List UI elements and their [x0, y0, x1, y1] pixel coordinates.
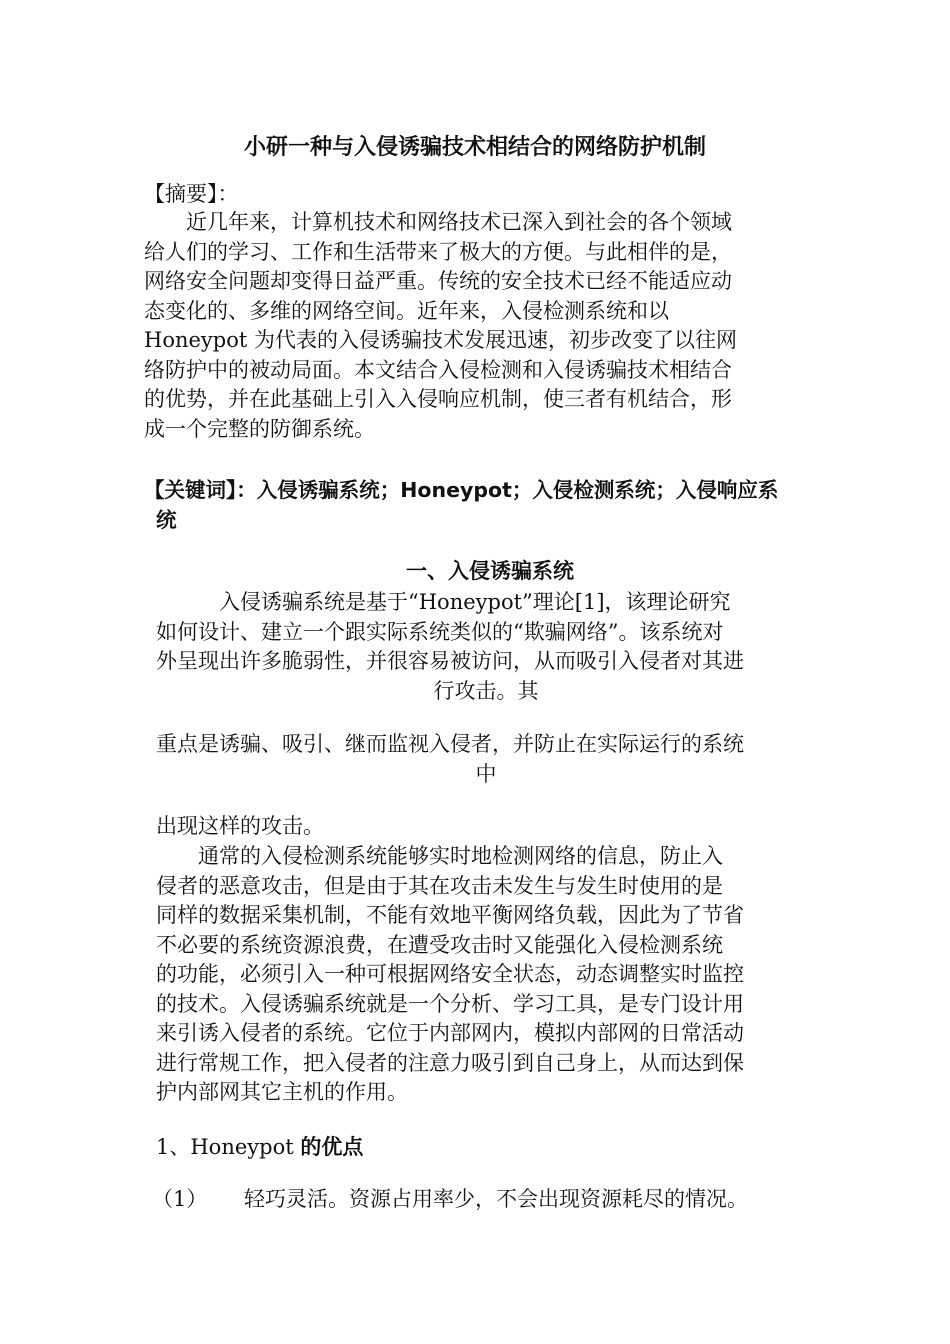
abstract-line: 近几年来，计算机技术和网络技术已深入到社会的各个领域: [144, 210, 732, 234]
list-item: [152, 1184, 748, 1214]
section-paragraph: [156, 730, 816, 789]
abstract-line: 成一个完整的防御系统。: [144, 416, 375, 441]
paragraph-line: 如何设计、建立一个跟实际系统类似的“欺骗网络”。该系统对: [156, 619, 724, 644]
paragraph-line: 护内部网其它主机的作用。: [156, 1080, 408, 1104]
abstract-line: 网络安全问题却变得日益严重。传统的安全技术已经不能适应动: [144, 269, 732, 293]
subsection-number: 1、Honeypot: [156, 1135, 301, 1159]
abstract-body: [144, 208, 816, 444]
keywords: [144, 476, 816, 535]
abstract-line: 的优势，并在此基础上引入入侵响应机制，使三者有机结合，形: [144, 387, 732, 411]
paragraph-line: 中: [475, 761, 497, 786]
paragraph-line: 通常的入侵检测系统能够实时地检测网络的信息，防止入: [156, 844, 723, 868]
subsection-heading: [156, 1132, 363, 1162]
section-paragraph: [156, 588, 816, 706]
paragraph-line: 入侵诱骗系统是基于“Honeypot”理论[1]，该理论研究: [156, 590, 731, 614]
keywords-line: 统: [156, 507, 177, 532]
section-paragraph: [156, 842, 816, 1108]
list-item-text: 轻巧灵活。资源占用率少，不会出现资源耗尽的情况。: [244, 1187, 748, 1211]
section-paragraph: [156, 812, 816, 842]
paragraph-line: 重点是诱骗、吸引、继而监视入侵者，并防止在实际运行的系统: [156, 732, 744, 756]
abstract-line: 给人们的学习、工作和生活带来了极大的方便。与此相伴的是，: [144, 239, 732, 264]
paragraph-line: 同样的数据采集机制，不能有效地平衡网络负载，因此为了节省: [156, 903, 744, 927]
paragraph-line: 来引诱入侵者的系统。它位于内部网内，模拟内部网的日常活动: [156, 1021, 744, 1045]
paragraph-line: 不必要的系统资源浪费，在遭受攻击时又能强化入侵检测系统: [156, 932, 723, 957]
paragraph-line: 外呈现出许多脆弱性，并很容易被访问，从而吸引入侵者对其进: [156, 649, 744, 673]
abstract-line: 态变化的、多维的网络空间。近年来，入侵检测系统和以: [144, 298, 669, 323]
paragraph-line: 进行常规工作，把入侵者的注意力吸引到自己身上，从而达到保: [156, 1050, 744, 1075]
document-title: 小研一种与入侵诱骗技术相结合的网络防护机制: [243, 135, 706, 160]
keywords-line: 【关键词】：入侵诱骗系统；Honeypot；入侵检测系统；入侵响应系: [144, 478, 779, 502]
subsection-title: 的优点: [300, 1135, 364, 1159]
paragraph-line: 的技术。入侵诱骗系统就是一个分析、学习工具，是专门设计用: [156, 991, 744, 1016]
paragraph-line: 出现这样的攻击。: [156, 814, 324, 838]
abstract-line: 络防护中的被动局面。本文结合入侵检测和入侵诱骗技术相结合: [144, 357, 732, 382]
abstract-line: Honeypot 为代表的入侵诱骗技术发展迅速，初步改变了以往网: [144, 328, 737, 352]
list-item-number: （1）: [152, 1187, 208, 1211]
paragraph-line: 侵者的恶意攻击，但是由于其在攻击未发生与发生时使用的是: [156, 873, 723, 898]
abstract-label: 【摘要】：: [144, 182, 239, 206]
paragraph-line: 的功能，必须引入一种可根据网络安全状态，动态调整实时监控: [156, 962, 744, 986]
paragraph-line: 行攻击。其: [433, 678, 539, 703]
section-heading: 一、入侵诱骗系统: [406, 559, 574, 583]
